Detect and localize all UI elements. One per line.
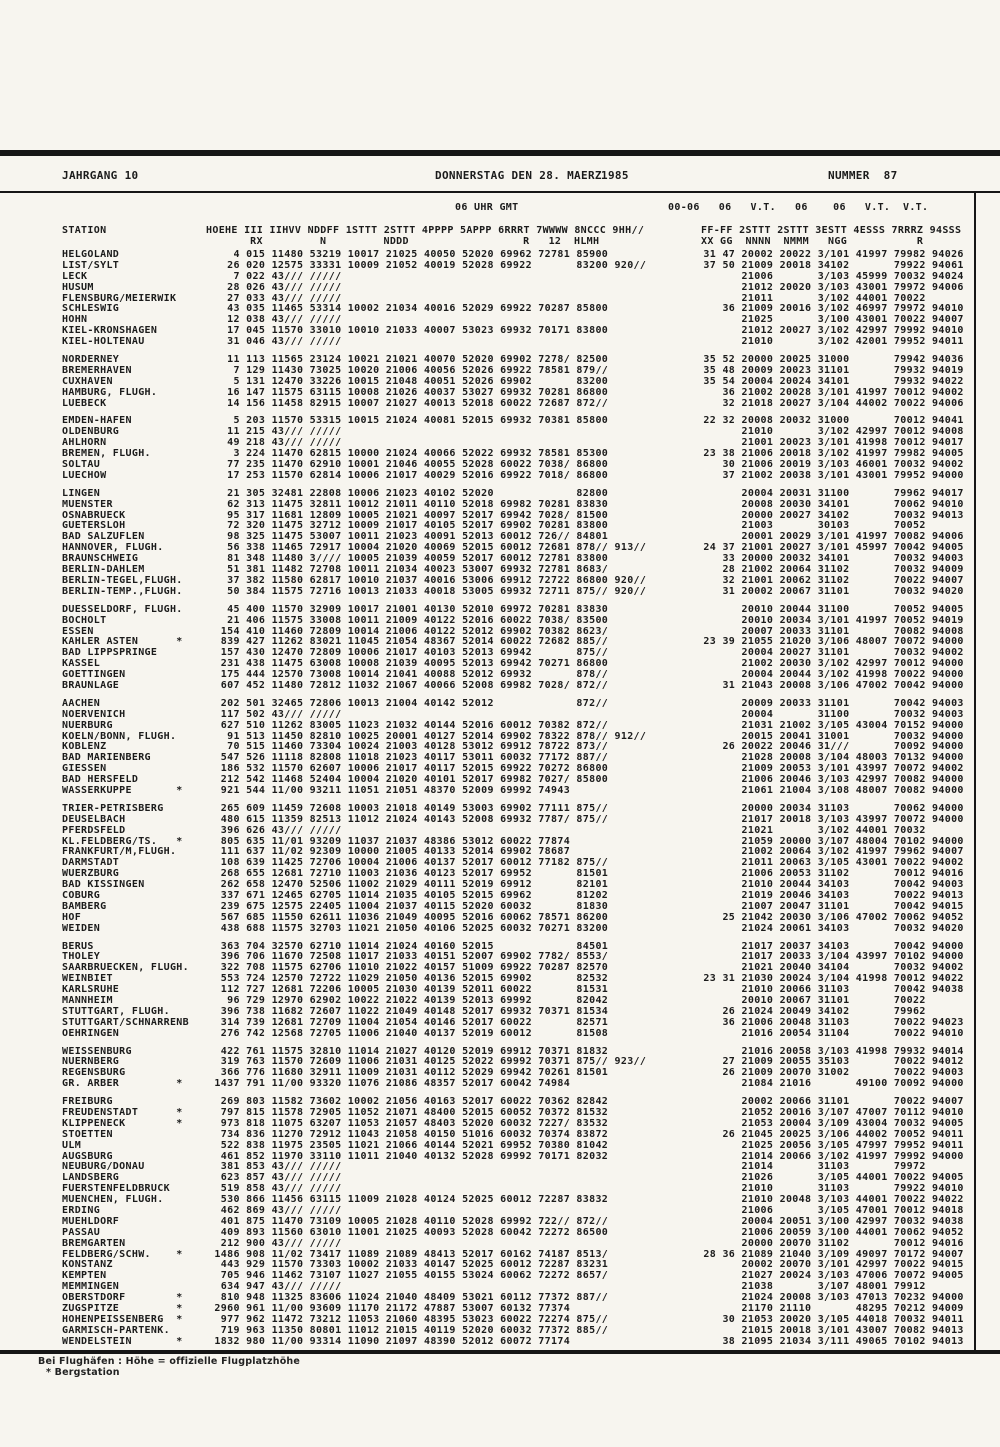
station-row: SCHLESWIG 43 035 11465 53314 10002 21034 40016 52029 69922 70287 85800 36 21009 20016 3/102 46997 79972 94010 (62, 303, 964, 315)
station-row: KOBLENZ 70 515 11460 73304 10024 21003 40128 53012 69912 78722 873// 26 20022 20046 31/// 70092 94000 (62, 741, 964, 753)
station-group (62, 355, 964, 409)
station-row: BERLIN-TEGEL,FLUGH. 37 382 11580 62817 10010 21037 40016 53006 69912 72722 86800 920// 32 21001 20062 31102 70022 94007 (62, 574, 964, 586)
station-row: KIEL-HOLTENAU 31 046 43/// ///// 21010 3/102 42001 79952 94011 (62, 336, 964, 348)
station-group (62, 250, 964, 348)
station-row: ULM 522 838 11975 23505 11021 21066 40144 52021 69952 70380 81042 21025 20056 3/105 47997 79952 94011 (62, 1139, 964, 1151)
station-row: GARMISCH-PARTENK. 719 963 11350 80801 11012 21015 40119 52020 60032 77372 885// 21015 20018 3/101 43007 70082 94013 (62, 1324, 964, 1336)
station-row: ERDING 462 869 43/// ///// 21006 3/105 47001 70012 94018 (62, 1205, 964, 1217)
station-group (62, 804, 964, 935)
station-group (62, 699, 964, 797)
station-row: NUERNBERG 319 763 11570 72609 11006 21031 40125 52022 69992 70371 875// 923// 27 21009 20055 35103 70022 94012 (62, 1056, 964, 1068)
station-row: KL.FELDBERG/TS. * 805 635 11/01 93209 11037 21037 48386 53012 60022 77874 21059 20000 3/107 48004 70102 94000 (62, 835, 964, 847)
station-row: KEMPTEN 705 946 11462 73107 11027 21055 40155 53024 60062 72272 8657/ 21027 20024 3/103 47006 70072 94005 (62, 1270, 964, 1282)
station-row: KIEL-KRONSHAGEN 17 045 11570 33010 10010 21033 40007 53023 69932 70171 83800 21012 20027 3/102 42997 79992 94010 (62, 325, 964, 337)
station-row: LUEBECK 14 156 11458 82915 10007 21027 40013 52018 60022 72687 872// 32 21018 20027 3/104 44002 70022 94006 (62, 397, 964, 409)
station-row: HOHN 12 038 43/// ///// 21025 3/100 43001 70022 94007 (62, 314, 964, 326)
station-row: DUESSELDORF, FLUGH. 45 400 11570 32909 10017 21001 40130 52010 69972 70281 83830 20010 20044 31100 70052 94005 (62, 603, 964, 615)
station-row: BOCHOLT 21 406 11575 33008 10011 21009 40122 52016 60022 7038/ 83500 20010 20034 3/101 41997 70052 94019 (62, 614, 964, 626)
station-row: STUTTGART/SCHNARRENB 314 739 12681 72709 11004 21054 40146 52017 60022 82571 36 21006 20048 31103 70022 94023 (62, 1016, 964, 1028)
station-row: FELDBERG/SCHW. * 1486 908 11/02 73417 11089 21089 48413 52017 60162 74187 8513/ 28 36 21089 21040 3/109 49097 70172 94007 (62, 1248, 964, 1260)
station-group (62, 489, 964, 598)
station-row: BAD SALZUFLEN 98 325 11475 53007 10011 21023 40091 52013 60012 726// 84801 20001 20029 3/101 41997 70082 94006 (62, 531, 964, 543)
right-column-header-line2: XX GG NNNN NMMM NGG R (701, 236, 924, 247)
station-row: FRANKFURT/M,FLUGH. 111 637 11/02 92309 10000 21005 40133 52014 69902 78687 21002 20064 3/102 41997 79962 94007 (62, 846, 964, 858)
station-row: AUGSBURG 461 852 11970 33110 11011 21040 40132 52028 69992 70171 82032 21014 20066 3/102 41997 79992 94000 (62, 1150, 964, 1162)
station-row: FUERSTENFELDBRUCK 519 858 43/// ///// 21010 31103 79922 94010 (62, 1183, 964, 1195)
station-row: OBERSTDORF * 810 948 11325 83606 11024 21040 48409 53021 60112 77372 887// 21024 20008 3/103 47013 70232 94000 (62, 1292, 964, 1304)
station-row: EMDEN-HAFEN 5 203 11570 53315 10015 21024 40081 52015 69932 70381 85800 22 32 20008 20032 31000 70012 94041 (62, 415, 964, 427)
station-row: KOELN/BONN, FLUGH. 91 513 11450 82810 10025 20001 40127 52014 69902 78322 878// 912// 20015 20041 31001 70032 94000 (62, 730, 964, 742)
station-row: OSNABRUECK 95 317 11681 12809 10005 21021 40097 52017 69942 7028/ 81500 20000 20027 34102 70032 94013 (62, 509, 964, 521)
station-row: STUTTGART, FLUGH. 396 738 11682 72607 11022 21049 40148 52017 69932 70371 81534 26 21024 20049 34102 79962 (62, 1005, 926, 1017)
station-row: LECK 7 022 43/// ///// 21006 3/103 45999 70032 94024 (62, 270, 964, 282)
bottom-rule (0, 1350, 1000, 1354)
station-row: REGENSBURG 366 776 11680 32911 11009 21031 40112 52029 69942 70261 81501 26 21009 20070 31002 70022 94003 (62, 1067, 964, 1079)
station-group (62, 942, 964, 1040)
station-row: BAD LIPPSPRINGE 157 430 12470 72809 10006 21017 40103 52013 69942 875// 20004 20027 31101 70032 94002 (62, 647, 964, 659)
station-row: WENDELSTEIN * 1832 980 11/00 93314 11090 21097 48390 52012 60072 77174 38 21095 21034 3/111 49065 70102 94013 (62, 1335, 964, 1347)
station-row: CUXHAVEN 5 131 12470 33226 10015 21048 40051 52026 69902 83200 35 54 20004 20024 34101 79932 94022 (62, 375, 964, 387)
footnote-airport-height: Bei Flughäfen : Höhe = offizielle Flugplatzhöhe (38, 1356, 301, 1367)
right-column-header-line1: FF-FF 2STTT 2STTT 3ESTT 4ESSS 7RRRZ 94SSS (701, 225, 962, 236)
station-row: PASSAU 409 893 11560 63010 11001 21025 40093 52028 60042 72272 86500 21006 20059 3/100 44001 70062 94052 (62, 1226, 964, 1238)
station-row: HOHENPEISSENBERG * 977 962 11472 73212 11053 21060 48395 53023 60022 72274 875// 30 21053 20020 3/105 44018 70032 94011 (62, 1313, 964, 1325)
station-row: SOLTAU 77 235 11470 62910 10001 21046 40055 52028 60022 7038/ 86800 30 21006 20019 3/103 46001 70032 94002 (62, 459, 964, 471)
period-header: 00-06 06 V.T. 06 06 V.T. V.T. (668, 202, 929, 213)
station-row: BERLIN-DAHLEM 51 381 11482 72708 10011 21034 40023 53007 69932 72781 8683/ 28 21002 20064 31102 70032 94009 (62, 564, 964, 576)
station-row: NEUBURG/DONAU 381 853 43/// ///// 21014 31103 79972 (62, 1161, 926, 1173)
station-row: STOETTEN 734 836 11270 72912 11043 21058 40150 51016 60032 70374 83872 26 21045 20025 3/106 44002 70052 94011 (62, 1128, 964, 1140)
station-row: LIST/SYLT 26 020 12575 33331 10009 21052 40019 52028 69922 83200 920// 37 50 21009 20018 34102 79922 94061 (62, 259, 964, 271)
station-row: FLENSBURG/MEIERWIK 27 033 43/// ///// 21011 3/102 44001 70022 (62, 292, 926, 304)
station-row: ESSEN 154 410 11460 72809 10014 21006 40122 52012 69902 70382 8623/ 20007 20033 31101 70082 94008 (62, 625, 964, 637)
top-rule (0, 150, 1000, 156)
station-row: BREMEN, FLUGH. 3 224 11470 62815 10000 21024 40066 52022 69932 78581 85300 23 38 21006 20018 3/102 41997 79982 94005 (62, 448, 964, 460)
station-row: HOF 567 685 11550 62611 11036 21049 40095 52016 60062 78571 86200 25 21042 20030 3/106 47002 70062 94052 (62, 911, 964, 923)
station-column-label: STATION (62, 225, 107, 236)
station-row: SAARBRUECKEN, FLUGH. 322 708 11575 62706 11010 21022 40157 51009 69922 70287 82570 21021 20040 34104 70032 94002 (62, 962, 964, 974)
station-row: OEHRINGEN 276 742 12568 72705 11006 21040 40137 52019 60012 81508 21016 20054 31104 70022 94010 (62, 1027, 964, 1039)
station-row: AHLHORN 49 218 43/// ///// 21001 20023 3/101 41998 70012 94017 (62, 437, 964, 449)
station-row: AACHEN 202 501 32465 72806 10013 21004 40142 52012 872// 20009 20033 31101 70042 94003 (62, 697, 964, 709)
left-column-header-line1: HOEHE III IIHVV NDDFF 1STTT 2STTT 4PPPP 5APPP 6RRRT 7WWWW 8NCCC 9HH// (206, 225, 645, 236)
station-row: HUSUM 28 026 43/// ///// 21012 20020 3/103 43001 79972 94006 (62, 281, 964, 293)
station-row: WUERZBURG 268 655 12681 72710 11003 21036 40123 52017 69952 81501 21006 20053 31102 70012 94016 (62, 868, 964, 880)
station-row: LUECHOW 17 253 11570 62814 10006 21017 40029 52016 69922 7018/ 86800 37 21002 20038 3/101 43001 79952 94000 (62, 469, 964, 481)
station-table (62, 250, 964, 1348)
station-row: FREUDENSTADT * 797 815 11578 72905 11052 21071 48400 52015 60052 70372 81532 21052 20016 3/107 47007 70112 94010 (62, 1107, 964, 1119)
station-row: MUENCHEN, FLUGH. 530 866 11456 63115 11009 21028 40124 52025 60012 72287 83832 21010 20048 3/103 44001 70022 94022 (62, 1194, 964, 1206)
station-row: BAD HERSFELD 212 542 11468 52404 10004 21020 40101 52017 69982 7027/ 85800 21006 20046 3/103 42997 70082 94000 (62, 774, 964, 786)
station-row: KLIPPENECK * 973 818 11075 63207 11053 21057 48403 52020 60032 7227/ 83532 21053 20004 3/109 43004 70032 94005 (62, 1117, 964, 1129)
station-row: KONSTANZ 443 929 11570 73303 10002 21033 40147 52025 60012 72287 83231 20002 20070 3/101 42997 70022 94015 (62, 1259, 964, 1271)
station-row: FREIBURG 269 803 11582 73602 10002 21056 40163 52017 60022 70362 82842 20002 20066 31101 70022 94007 (62, 1096, 964, 1108)
station-row: NORDERNEY 11 113 11565 23124 10021 21021 40070 52020 69902 7278/ 82500 35 52 20000 20025 31000 79942 94036 (62, 354, 964, 366)
station-row: MANNHEIM 96 729 12970 62902 10022 21022 40139 52013 69992 82042 20010 20067 31101 70022 (62, 995, 926, 1006)
issue-date: DONNERSTAG DEN 28. MAERZ (435, 169, 602, 182)
station-row: BERUS 363 704 32570 62710 11014 21024 40160 52015 84501 21017 20037 34103 70042 94000 (62, 940, 964, 952)
station-row: THOLEY 396 706 11670 72508 11017 21033 40151 52007 69902 7782/ 8553/ 21017 20033 3/104 43997 70102 94000 (62, 951, 964, 963)
station-group (62, 1097, 964, 1347)
station-group (62, 1047, 964, 1091)
station-row: ZUGSPITZE * 2960 961 11/00 93609 11170 21172 47887 53007 60132 77374 21170 21110 48295 70212 94009 (62, 1303, 964, 1315)
station-row: BERLIN-TEMP.,FLUGH. 50 384 11575 72716 10013 21033 40018 53005 69932 72711 875// 920// 31 20002 20067 31101 70032 94020 (62, 585, 964, 597)
station-row: GIESSEN 186 532 11570 62607 10006 21017 40117 52015 69922 70272 86800 21009 20053 3/101 43997 70072 94002 (62, 763, 964, 775)
station-row: NOERVENICH 117 502 43/// ///// 20004 31100 70032 94003 (62, 708, 964, 720)
station-row: HAMBURG, FLUGH. 16 147 11575 63115 10008 21026 40037 53027 69932 70281 86800 36 21002 20028 3/101 41997 70012 94002 (62, 386, 964, 398)
station-row: MUEHLDORF 401 875 11470 73109 10005 21028 40110 52028 69992 722// 872// 20004 20051 3/100 42997 70032 94038 (62, 1215, 964, 1227)
station-row: BAMBERG 239 675 12575 22405 11004 21037 40115 52020 60032 81830 21007 20047 31101 70042 94015 (62, 900, 964, 912)
station-row: WEINBIET 553 724 12570 72722 11029 21050 40136 52015 69902 82532 23 31 21030 20024 3/104 41998 70012 94022 (62, 973, 964, 985)
station-row: LINGEN 21 305 32481 22808 10006 21023 40102 52020 82800 20004 20031 31100 79962 94017 (62, 487, 964, 499)
station-row: WEISSENBURG 422 761 11575 32810 11014 21027 40120 52019 69912 70371 81832 21016 20058 3/103 41998 79932 94014 (62, 1045, 964, 1057)
station-row: BREMGARTEN 212 900 43/// ///// 20000 20070 31102 70012 94016 (62, 1237, 964, 1249)
station-row: BAD KISSINGEN 262 658 12470 52506 11002 21029 40111 52019 69912 82101 21010 20044 34103 70042 94003 (62, 879, 964, 891)
station-row: KAHLER ASTEN * 839 427 11262 83021 11045 21054 48367 52014 60022 72682 885// 23 39 21055 21020 3/106 48007 70072 94000 (62, 636, 964, 648)
station-row: DARMSTADT 108 639 11425 72706 10004 21006 40137 52017 60012 77182 875// 21011 20063 3/105 43001 70022 94002 (62, 857, 964, 869)
footnote-bergstation: * Bergstation (46, 1367, 120, 1378)
station-row: OLDENBURG 11 215 43/// ///// 21010 3/102 42997 70012 94008 (62, 426, 964, 438)
station-row: TRIER-PETRISBERG 265 609 11459 72608 10003 21018 40149 53003 69902 77111 875// 20000 20034 31103 70062 94000 (62, 802, 964, 814)
header-rule (0, 191, 1000, 193)
station-row: KASSEL 231 438 11475 63008 10008 21039 40095 52013 69942 70271 86800 21002 20030 3/102 42997 70012 94000 (62, 658, 964, 670)
station-row: KARLSRUHE 112 727 12681 72206 10005 21030 40139 52011 60022 81531 21010 20066 31103 70042 94038 (62, 984, 964, 996)
right-border-rule (974, 191, 976, 1352)
station-row: HELGOLAND 4 015 11480 53219 10017 21025 40050 52020 69962 72781 85900 31 47 20002 20022 3/101 41997 79982 94026 (62, 249, 964, 260)
station-row: BRAUNSCHWEIG 81 348 11480 3//// 10005 21039 40059 52017 60012 72781 83800 33 20000 20032 34101 70032 94003 (62, 553, 964, 565)
station-row: MUENSTER 62 313 11475 32811 10012 21011 40110 52018 69982 70281 83830 20008 20030 34101 70062 94010 (62, 498, 964, 510)
station-row: NUERBURG 627 510 11262 83005 11023 21032 40144 52016 60012 70382 872// 21031 21002 3/105 43004 70152 94000 (62, 719, 964, 731)
station-row: COBURG 337 671 12465 62705 11014 21035 40105 52015 69962 81202 21019 20046 34103 70022 94013 (62, 889, 964, 901)
station-row: LANDSBERG 623 857 43/// ///// 21026 3/105 44001 70022 94005 (62, 1172, 964, 1184)
station-row: BAD MARIENBERG 547 526 11118 82808 11018 21023 40117 53011 60032 77172 887// 21028 20008 3/104 48003 70132 94000 (62, 752, 964, 764)
station-row: GOETTINGEN 175 444 12570 73008 10014 21041 40088 52012 69932 878// 20004 20044 3/102 41998 70022 94000 (62, 669, 964, 681)
station-row: DEUSELBACH 480 615 11359 82513 11012 21024 40143 52008 69932 7787/ 875// 21017 20018 3/103 43997 70072 94000 (62, 813, 964, 825)
station-row: HANNOVER, FLUGH. 56 338 11465 72917 10004 21020 40069 52015 60012 72681 878// 913// 24 37 21001 20027 3/101 45997 70042 94005 (62, 542, 964, 554)
issue-year: 1985 (601, 169, 629, 182)
station-row: GR. ARBER * 1437 791 11/00 93320 11076 21086 48357 52017 60042 74984 21084 21016 49100 70092 94000 (62, 1078, 964, 1090)
station-row: BREMERHAVEN 7 129 11430 73025 10020 21006 40056 52026 69922 78581 879// 35 48 20009 20023 31101 79932 94019 (62, 364, 964, 376)
station-row: BRAUNLAGE 607 452 11480 72812 11032 21067 40066 52008 69982 7028/ 872// 31 21043 20008 3/106 47002 70042 94000 (62, 679, 964, 691)
station-row: GUETERSLOH 72 320 11475 32712 10009 21017 40105 52017 69902 70281 83800 21003 30103 70052 (62, 520, 926, 532)
station-group (62, 416, 964, 481)
issue-number: NUMMER 87 (828, 169, 898, 182)
left-column-header-line2: RX N NDDD R 12 HLMH (212, 236, 600, 247)
station-row: WEIDEN 438 688 11575 32703 11021 21050 40106 52025 60032 70271 83200 21024 20061 34103 70032 94020 (62, 922, 964, 934)
observation-time: 06 UHR GMT (455, 202, 519, 213)
station-group (62, 605, 964, 692)
station-row: WASSERKUPPE * 921 544 11/00 93211 11051 21051 48370 52009 69992 74943 21061 21004 3/108 48007 70082 94000 (62, 784, 964, 796)
journal-title: JAHRGANG 10 (62, 169, 139, 182)
station-row: MEMMINGEN 634 947 43/// ///// 21038 3/107 48001 79912 (62, 1281, 926, 1293)
station-row: PFERDSFELD 396 626 43/// ///// 21021 3/102 44001 70032 (62, 824, 926, 836)
